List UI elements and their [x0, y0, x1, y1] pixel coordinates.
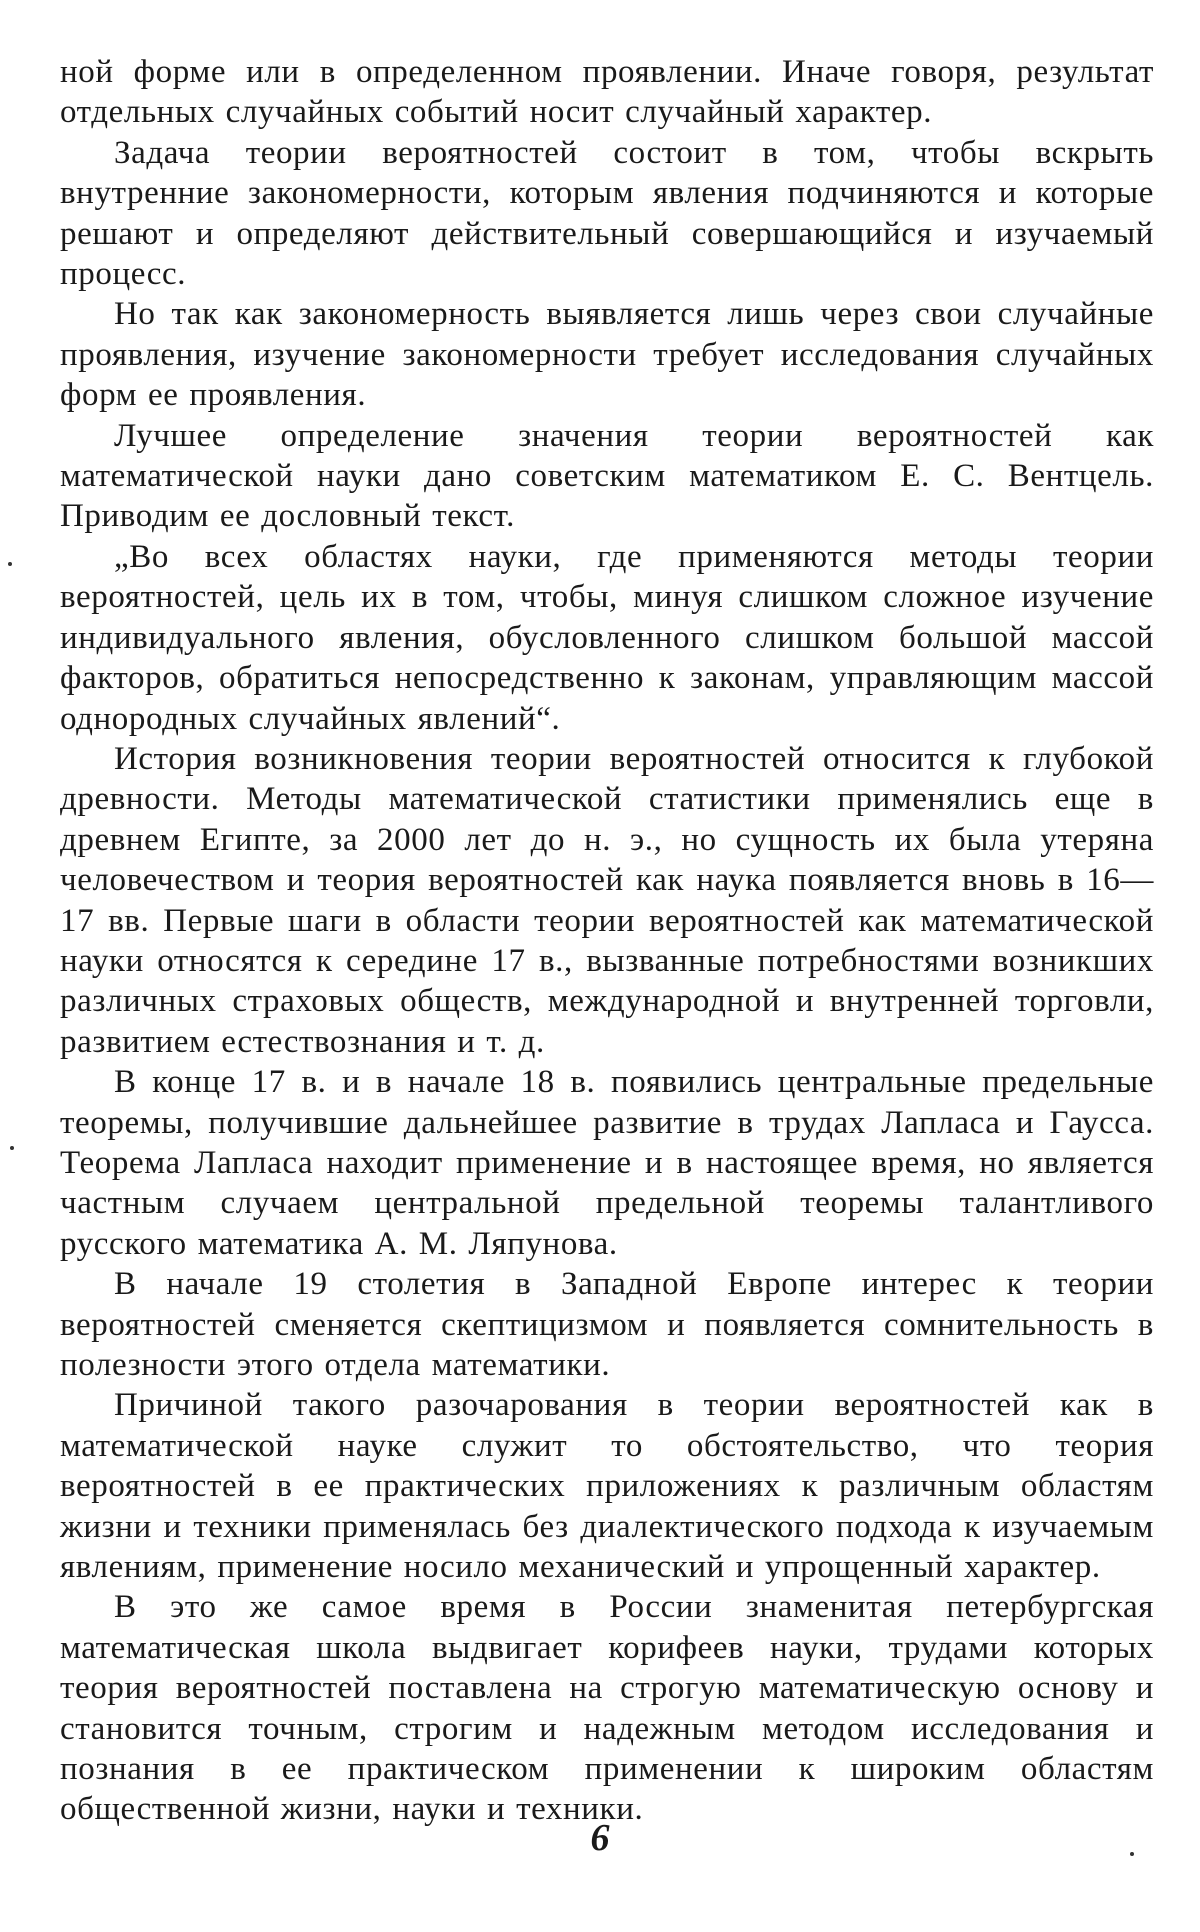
- paragraph-limit-theorems: В конце 17 в. и в начале 18 в. появились центральные предельные теоремы, получившие дальнейшее развитие в трудах Лапласа и Гаусса. Теорема Лапласа находит применение и в настоящее время, но является частным случаем центральной предельной теоремы талантливого русского математика А. М. Ляпунова.: [60, 1064, 1154, 1262]
- paragraph-random-manifestations: Но так как закономерность выявляется лишь через свои случайные проявления, изучение закономерности требует исследования случайных форм ее проявления.: [60, 296, 1154, 414]
- print-speck: [10, 1146, 14, 1150]
- page-number: 6: [590, 1817, 610, 1859]
- paragraph-petersburg-school: В это же самое время в России знаменитая петербургская математическая школа выдвигает корифеев науки, трудами которых теория вероятностей поставлена на строгую математическую основу и становится точным, строгим и надежным методом исследования и познания в ее практическом применении к широким областям общественной жизни, науки и техники.: [60, 1589, 1154, 1828]
- print-speck: [1130, 1852, 1134, 1856]
- paragraph-disappointment: Причиной такого разочарования в теории вероятностей как в математической науке служит то обстоятельство, что теория вероятностей в ее практических приложениях к различным областям жизни и техники применялась без диалектического подхода к изучаемым явлениям, применение носило механический и упрощенный характер.: [60, 1387, 1154, 1586]
- page-body: [60, 52, 1154, 1830]
- paragraph-skepticism: В начале 19 столетия в Западной Европе интерес к теории вероятностей сменяется скептицизмом и появляется сомнительность в полезности этого отдела математики.: [60, 1266, 1154, 1383]
- paragraph-quote: „Во всех областях науки, где применяются методы теории вероятностей, цель их в том, чтобы, минуя слишком сложное изучение индивидуального явления, обусловленного слишком большой массой факторов, обратиться непосредственно к законам, управляющим массой однородных случайных явлений“.: [60, 538, 1154, 737]
- paragraph-task-of-theory: Задача теории вероятностей состоит в том, чтобы вскрыть внутренние закономерности, которым явления подчиняются и которые решают и определяют действительный совершающийся и изучаемый процесс.: [60, 134, 1154, 293]
- print-speck: [8, 562, 12, 566]
- paragraph-continuation: ной форме или в определенном проявлении. Иначе говоря, результат отдельных случайных событий носит случайный характер.: [60, 54, 1154, 131]
- paragraph-wentzel-definition: Лучшее определение значения теории вероятностей как математической науки дано советским математиком Е. С. Вентцель. Приводим ее дословный текст.: [60, 417, 1154, 535]
- paragraph-history: История возникновения теории вероятностей относится к глубокой древности. Методы математической статистики применялись еще в древнем Египте, за 2000 лет до н. э., но сущность их была утеряна человечеством и теория вероятностей как наука появляется вновь в 16—17 вв. Первые шаги в области теории вероятностей как математической науки относятся к середине 17 в., вызванные потребностями возникших различных страховых обществ, международной и внутренней торговли, развитием естествознания и т. д.: [60, 740, 1154, 1060]
